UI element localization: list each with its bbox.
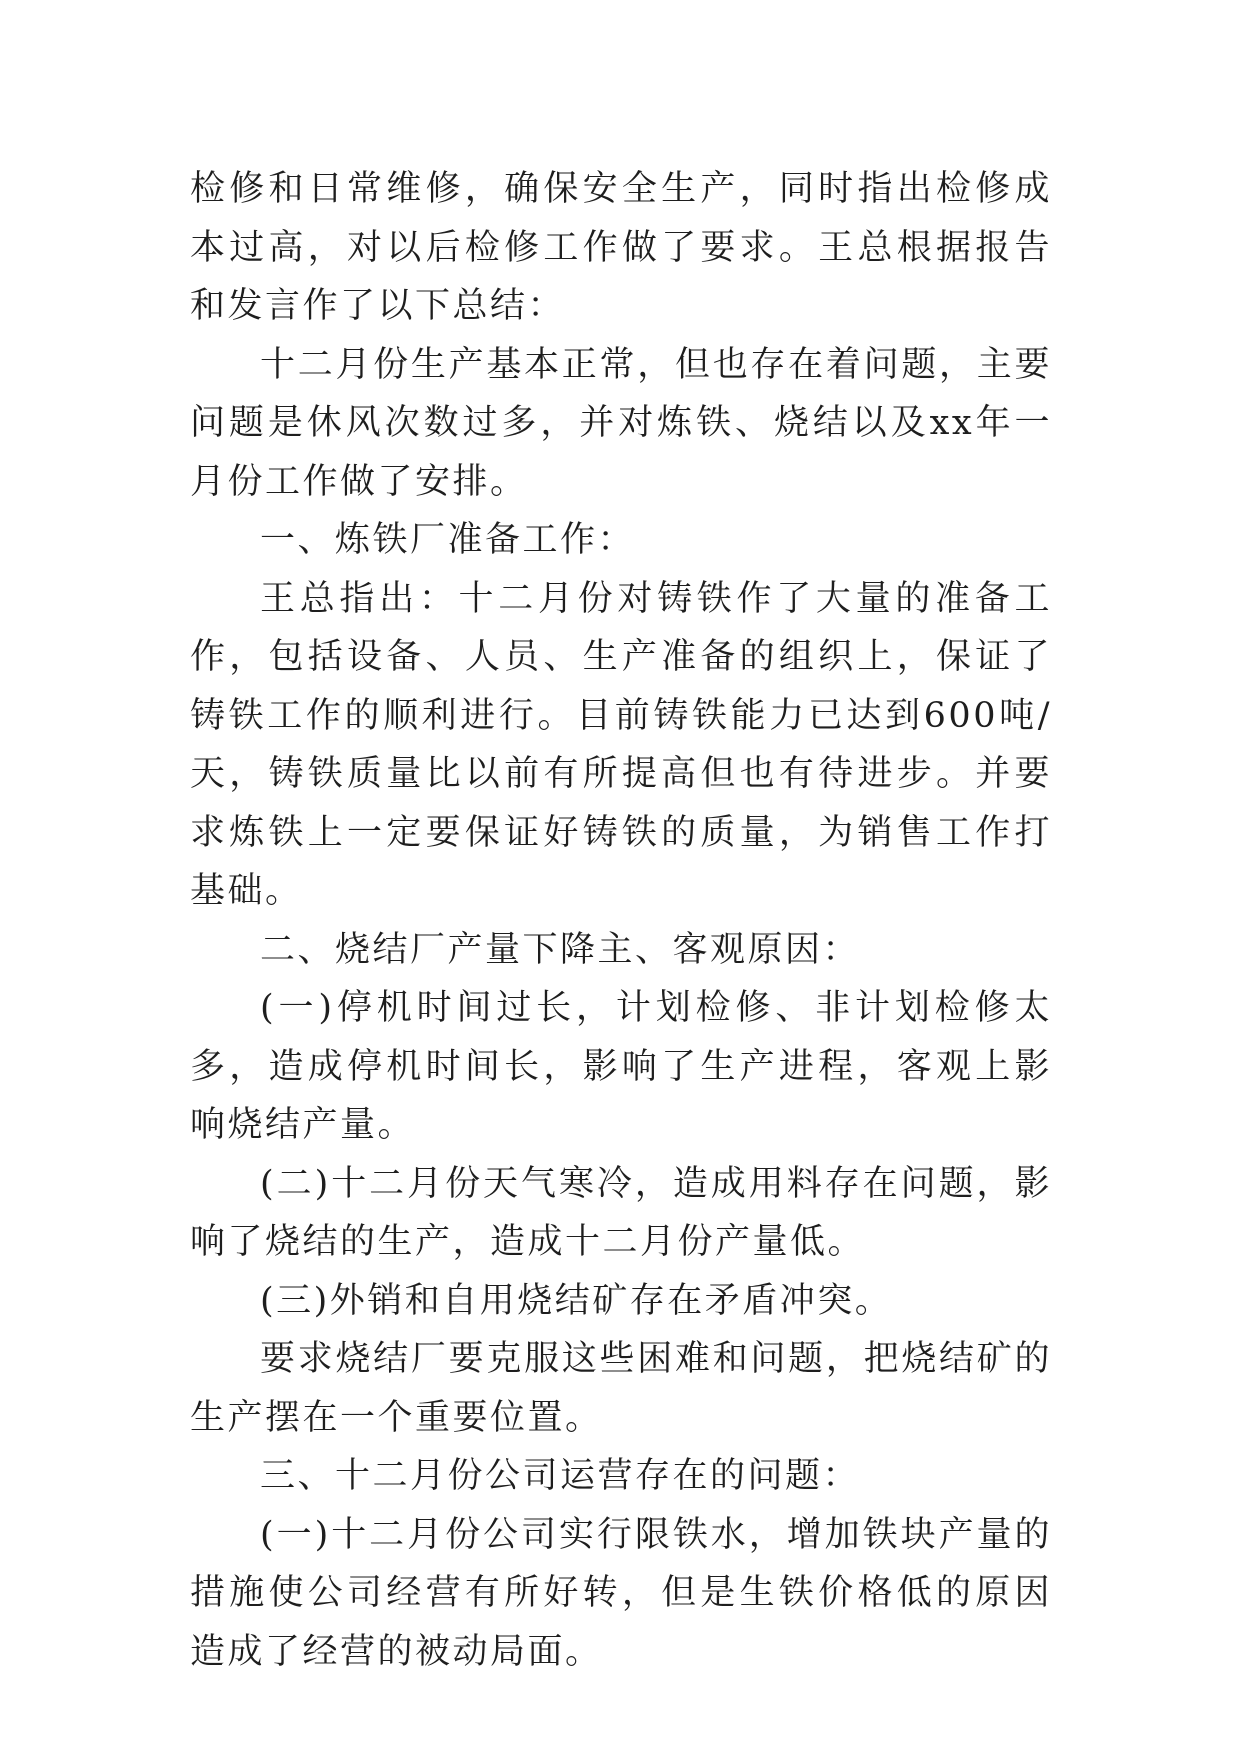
list-item-2-3: (三)外销和自用烧结矿存在矛盾冲突。	[260, 1280, 893, 1321]
paragraph-ironmaking: 王总指出：十二月份对铸铁作了大量的准备工作，包括设备、人员、生产准备的组织上，保证了铸铁工作的顺利进行。目前铸铁能力已达到600吨/天，铸铁质量比以前有所提高但也有待进步。并要求炼铁上一定要保证好铸铁的质量，为销售工作打基础。	[190, 578, 1052, 911]
paragraph-continuation: 检修和日常维修，确保安全生产，同时指出检修成本过高，对以后检修工作做了要求。王总根据报告和发言作了以下总结：	[190, 169, 1052, 326]
list-item-2-2: (二)十二月份天气寒冷，造成用料存在问题，影响了烧结的生产，造成十二月份产量低。	[190, 1163, 1052, 1262]
document-body	[190, 160, 1052, 1681]
section-heading-2: 二、烧结厂产量下降主、客观原因：	[260, 929, 861, 970]
list-item-2-1: (一)停机时间过长，计划检修、非计划检修太多，造成停机时间长，影响了生产进程，客观上影响烧结产量。	[190, 988, 1052, 1145]
list-item-3-1: (一)十二月份公司实行限铁水，增加铁块产量的措施使公司经营有所好转，但是生铁价格低的原因造成了经营的被动局面。	[190, 1514, 1052, 1672]
section-heading-3: 三、十二月份公司运营存在的问题：	[260, 1456, 861, 1496]
paragraph-summary: 十二月份生产基本正常，但也存在着问题，主要问题是休风次数过多，并对炼铁、烧结以及xx年一月份工作做了安排。	[190, 344, 1052, 502]
paragraph-sintering-requirement: 要求烧结厂要克服这些困难和问题，把烧结矿的生产摆在一个重要位置。	[190, 1339, 1052, 1438]
section-heading-1: 一、炼铁厂准备工作：	[260, 520, 636, 560]
